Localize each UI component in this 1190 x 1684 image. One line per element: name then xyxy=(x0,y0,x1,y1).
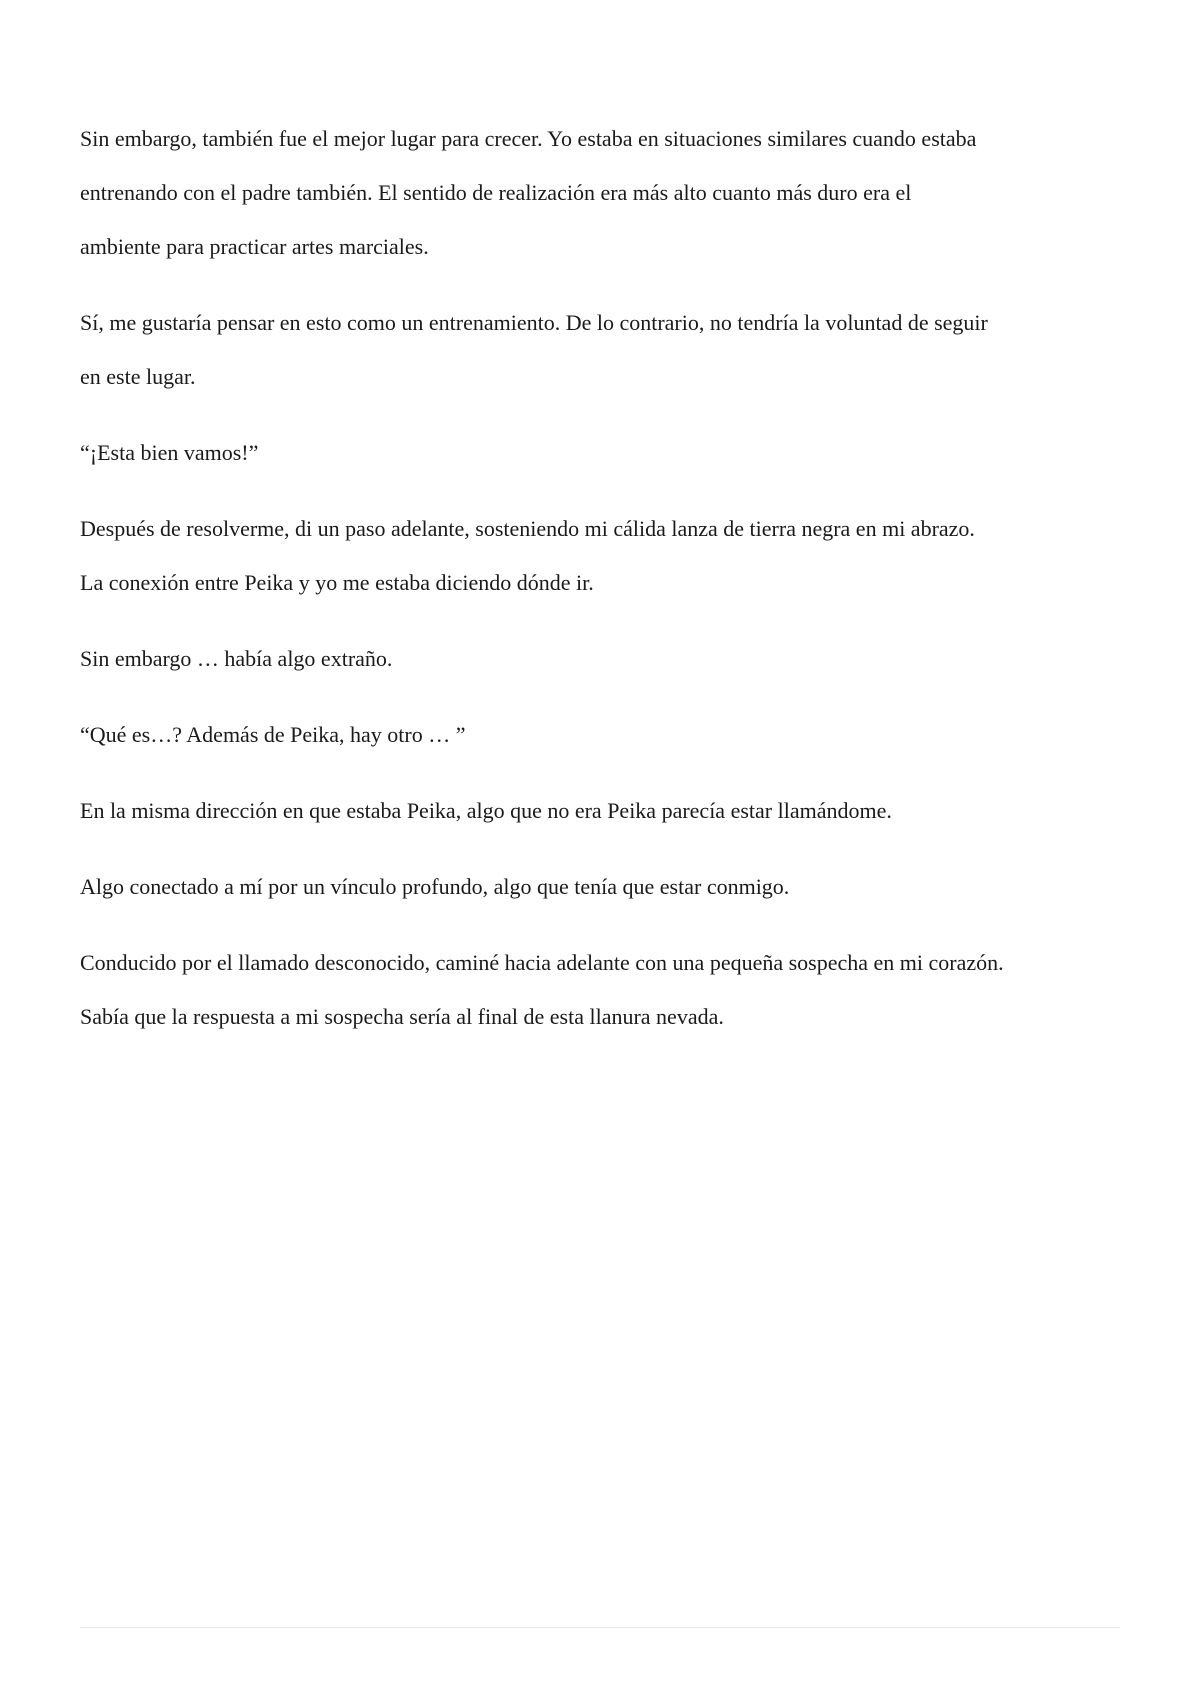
text-line: en este lugar. xyxy=(80,364,196,389)
paragraph-5 xyxy=(80,632,1120,686)
paragraph-7 xyxy=(80,784,1120,838)
text-line: En la misma dirección en que estaba Peika, algo que no era Peika parecía estar llamándome. xyxy=(80,798,892,823)
paragraph-4 xyxy=(80,502,1120,610)
document-body xyxy=(80,112,1120,1066)
paragraph-6 xyxy=(80,708,1120,762)
paragraph-3 xyxy=(80,426,1120,480)
text-line: Conducido por el llamado desconocido, caminé hacia adelante con una pequeña sospecha en mi corazón. xyxy=(80,950,1004,975)
paragraph-1 xyxy=(80,112,1120,274)
text-line: Algo conectado a mí por un vínculo profundo, algo que tenía que estar conmigo. xyxy=(80,874,790,899)
text-line: Sabía que la respuesta a mi sospecha sería al final de esta llanura nevada. xyxy=(80,1004,724,1029)
text-line: ambiente para practicar artes marciales. xyxy=(80,234,429,259)
footer-divider xyxy=(80,1627,1120,1628)
text-line: “Qué es…? Además de Peika, hay otro … ” xyxy=(80,722,466,747)
paragraph-9 xyxy=(80,936,1120,1044)
text-line: Después de resolverme, di un paso adelante, sosteniendo mi cálida lanza de tierra negra en mi abrazo. xyxy=(80,516,975,541)
text-line: Sí, me gustaría pensar en esto como un entrenamiento. De lo contrario, no tendría la voluntad de seguir xyxy=(80,310,988,335)
text-line: “¡Esta bien vamos!” xyxy=(80,440,259,465)
text-line: Sin embargo … había algo extraño. xyxy=(80,646,393,671)
text-line: Sin embargo, también fue el mejor lugar para crecer. Yo estaba en situaciones similares cuando estaba xyxy=(80,126,977,151)
paragraph-8 xyxy=(80,860,1120,914)
paragraph-2 xyxy=(80,296,1120,404)
text-line: La conexión entre Peika y yo me estaba diciendo dónde ir. xyxy=(80,570,594,595)
text-line: entrenando con el padre también. El sentido de realización era más alto cuanto más duro era el xyxy=(80,180,912,205)
